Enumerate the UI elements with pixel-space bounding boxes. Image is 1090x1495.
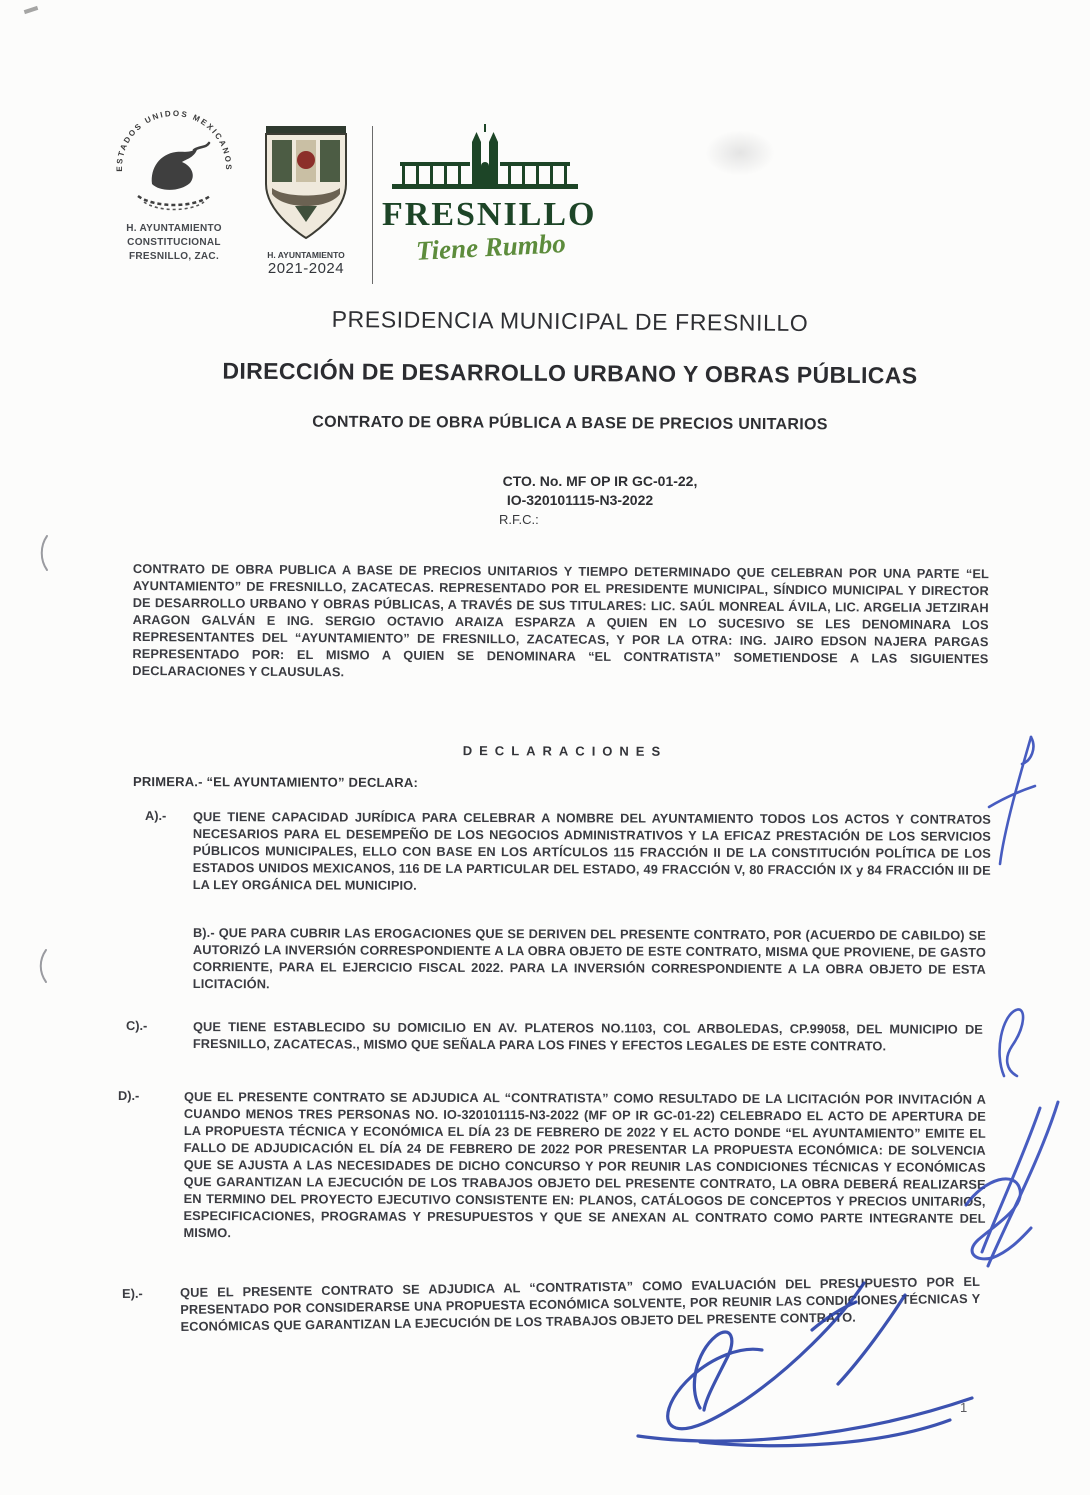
signature-mark-1	[989, 737, 1035, 864]
intro-paragraph: CONTRATO DE OBRA PUBLICA A BASE DE PRECIOS UNITARIOS Y TIEMPO DETERMINADO QUE CELEBRAN POR UNA PARTE “EL AYUNTAMIENTO” DE FRESNILLO, ZACATECAS. REPRESENTADO POR EL PRESIDENTE MUNICIPAL, SÍNDICO MUNICIPAL Y DIRECTOR DE DESARROLLO URBANO Y OBRAS PÚBLICAS, A TRAVÉS DE SUS TITULARES: LIC. SAÚL MONREAL ÁVILA, LIC. ARGELIA JETZIRAH ARAGON GALVÁN E ING. SERGIO OCTAVIO ARAIZA ESPARZA A QUIEN EN LO SUCESIVO SE LES DENOMINARA LOS REPRESENTANTES DEL “AYUNTAMIENTO” DE FRESNILLO, ZACATECAS, Y POR LA OTRA: ING. JAIRO EDSON NAJERA PARGAS REPRESENTADO POR: EL MISMO A QUIEN SE DENOMINARA “EL CONTRATISTA” SOMETIENDOSE A LAS SIGUIENTES DECLARACIONES Y CLAUSULAS.	[132, 561, 989, 680]
fresnillo-wordmark: FRESNILLO	[382, 196, 597, 233]
item-d-label: D).-	[117, 1088, 140, 1104]
crest-caption-line2: 2021-2024	[267, 260, 345, 277]
item-a-text: QUE TIENE CAPACIDAD JURÍDICA PARA CELEBRAR A NOMBRE DEL AYUNTAMIENTO TODOS LOS ACTOS Y CONTRATOS NECESARIOS PARA EL DESEMPEÑO DE LOS NEGOCIOS ADMINISTRATIVOS Y LA EFICAZ PRESTACIÓN DE LOS SERVICIOS PÚBLICOS MUNICIPALES, ELLO CON BASE EN LOS ARTÍCULOS 115 FRACCIÓN II DE LA CONSTITUCIÓN POLÍTICA DE LOS ESTADOS UNIDOS MEXICANOS, 116 DE LA PARTICULAR DEL ESTADO, 49 FRACCIÓN V, 80 FRACCIÓN IX y 84 FRACCIÓN III DE LA LEY ORGÁNICA DEL MUNICIPIO.	[192, 809, 991, 893]
municipal-crest-logo	[260, 124, 352, 246]
title-contrato: CONTRATO DE OBRA PÚBLICA A BASE DE PRECIOS UNITARIOS	[312, 413, 828, 434]
scan-artifact	[24, 6, 39, 14]
national-eagle-emblem-logo	[106, 102, 242, 220]
item-c-text: QUE TIENE ESTABLECIDO SU DOMICILIO EN AV. PLATEROS NO.1103, COL ARBOLEDAS, CP.99058, DEL MUNICIPIO DE FRESNILLO, ZACATECAS., MISMO QUE SEÑALA PARA LOS FINES Y EFECTOS LEGALES DE ESTE CONTRATO.	[192, 1019, 983, 1054]
crest-caption	[250, 250, 362, 277]
eagle-snake	[194, 143, 209, 150]
item-a-label: A).-	[144, 808, 167, 824]
item-b-text: QUE PARA CUBRIR LAS EROGACIONES QUE SE DERIVEN DEL PRESENTE CONTRATO, POR (ACUERDO DE CABILDO) SE AUTORIZÓ LA INVERSIÓN CORRESPONDIENTE A LA OBRA OBJETO DE ESTE CONTRATO, MISMA QUE PROVIENE, DE GASTO CORRIENTE, PARA EL EJERCICIO FISCAL 2022. PARA LA INVERSIÓN CORRESPONDIENTE A LA OBRA OBJETO DE ESTA LICITACIÓN.	[192, 925, 986, 992]
primera-heading: PRIMERA.- “EL AYUNTAMIENTO” DECLARA:	[132, 774, 419, 790]
eagle-ring-text: ESTADOS UNIDOS MEXICANOS	[114, 108, 234, 172]
logo-divider	[372, 126, 373, 284]
signature-mark-2	[1000, 1009, 1024, 1076]
scan-smudge	[705, 130, 775, 176]
scan-paren-mark-1	[42, 536, 47, 570]
contract-number-line2: IO-320101115-N3-2022	[506, 492, 654, 508]
eagle-silhouette	[152, 147, 198, 190]
item-b-paragraph	[193, 924, 986, 995]
item-c-label: C).-	[125, 1018, 148, 1034]
eagle-caption-line2: CONSTITUCIONAL	[127, 237, 221, 248]
scan-paren-mark-2	[41, 950, 46, 982]
fresnillo-building-logo	[390, 122, 580, 194]
page-number: 1	[960, 1400, 968, 1415]
rfc-label: R.F.C.:	[499, 512, 539, 527]
eagle-caption-line1: H. AYUNTAMIENTO	[126, 223, 222, 234]
declaraciones-heading: DECLARACIONES	[462, 743, 668, 759]
item-e-label: E).-	[122, 1285, 143, 1301]
fresnillo-tagline: Tiene Rumbo	[415, 228, 567, 266]
eagle-caption	[100, 222, 248, 264]
eagle-caption-line3: FRESNILLO, ZAC.	[128, 251, 220, 262]
title-presidencia: PRESIDENCIA MUNICIPAL DE FRESNILLO	[331, 305, 809, 337]
item-e-text: QUE EL PRESENTE CONTRATO SE ADJUDICA AL “CONTRATISTA” COMO EVALUACIÓN DEL PRESUPUESTO POR EL PRESENTADO POR CONSIDERARSE UNA PROPUESTA ECONÓMICA SOLVENTE, POR REUNIR LAS CONDICIONES TÉCNICAS Y ECONÓMICAS QUE GARANTIZAN LA EJECUCIÓN DE LOS TRABAJOS OBJETO DEL PRESENTE CONTRATO.	[180, 1273, 981, 1334]
crest-caption-line1: H. AYUNTAMIENTO	[267, 250, 345, 260]
title-direccion: DIRECCIÓN DE DESARROLLO URBANO Y OBRAS PÚBLICAS	[222, 357, 918, 389]
item-b-label: B).-	[192, 925, 215, 941]
contract-number-line1: CTO. No. MF OP IR GC-01-22,	[502, 473, 698, 489]
laurel-branch	[138, 196, 210, 205]
item-d-text: QUE EL PRESENTE CONTRATO SE ADJUDICA AL “CONTRATISTA” COMO RESULTADO DE LA LICITACIÓN POR INVITACIÓN A CUANDO MENOS TRES PERSONAS NO. IO-320101115-N3-2022 (MF OP IR GC-01-22) CELEBRADO EL ACTO DE APERTURA DE LA PROPUESTA TÉCNICA Y ECONÓMICA EL DÍA 23 DE FEBRERO DE 2022 Y EL ACTO DONDE “EL AYUNTAMIENTO” EMITE EL FALLO DE ADJUDICACIÓN EL DÍA 24 DE FEBRERO DE 2022 POR PRESENTAR LA PROPUESTA ECONÓMICA: DE SOLVENCIA QUE SE AJUSTA A LAS NECESIDADES DE DICHO CONCURSO Y POR REUNIR LAS CONDICIONES TÉCNICAS Y ECONÓMICAS QUE GARANTIZAN LA EJECUCIÓN DE LOS TRABAJOS OBJETO DEL PRESENTE CONTRATO, LA OBRA DEBERÁ REALIZARSE EN TERMINO DEL PROYECTO EJECUTIVO CONSISTENTE EN: PLANOS, CATÁLOGOS DE CONCEPTOS Y PRECIOS UNITARIOS, ESPECIFICACIONES, PROGRAMAS Y PRESUPUESTOS Y QUE SE ANEXAN AL CONTRATO COMO PARTE INTEGRANTE DEL MISMO.	[183, 1089, 986, 1241]
